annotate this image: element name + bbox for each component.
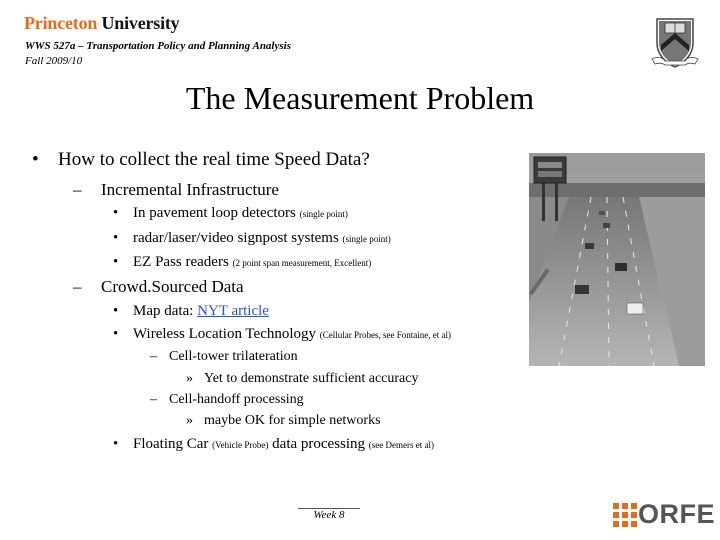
photo-sign-panel-2: [538, 171, 562, 177]
nyt-article-link[interactable]: NYT article: [197, 303, 269, 319]
bullet-glyph: •: [113, 230, 119, 246]
photo-sign-panel: [538, 162, 562, 168]
bullet-glyph: •: [32, 149, 39, 170]
grid-cell: [622, 521, 628, 527]
princeton-university-wordmark: [24, 13, 179, 34]
item-wireless-location-technology: [113, 326, 451, 343]
term-label: Fall 2009/10: [25, 55, 83, 67]
subheading-text: Crowd.Sourced Data: [101, 277, 244, 296]
wordmark-university: University: [97, 13, 180, 33]
photo-car-3: [615, 263, 627, 271]
bullet-collect-speed-data: [32, 149, 370, 171]
item-text: EZ Pass readers: [133, 254, 229, 270]
footer-week-label: Week 8: [313, 509, 345, 521]
subitem-text: Cell-handoff processing: [169, 392, 304, 407]
grid-cell: [613, 503, 619, 509]
item-note: (Cellular Probes, see Fontaine, et al): [319, 330, 451, 340]
subitem-cell-handoff-processing: [150, 392, 304, 408]
subsubitem-text: maybe OK for simple networks: [204, 413, 381, 428]
item-signpost-systems: [113, 230, 391, 247]
subheading-incremental-infrastructure: [73, 180, 279, 200]
grid-cell: [631, 512, 637, 518]
subitem-text: Cell-tower trilateration: [169, 349, 298, 364]
item-text: Map data:: [133, 303, 198, 319]
grid-cell: [622, 503, 628, 509]
item-map-data: [113, 303, 269, 320]
item-note: (Vehicle Probe): [212, 440, 269, 450]
course-title: WWS 527a – Transportation Policy and Planning Analysis: [25, 40, 291, 52]
item-floating-car: [113, 436, 434, 453]
photo-car-4: [575, 285, 589, 294]
subsubitem-simple-networks: [186, 413, 381, 429]
grid-cell: [631, 521, 637, 527]
item-note: (single point): [342, 234, 391, 244]
princeton-shield-icon: [651, 15, 699, 69]
photo-sign-board: [534, 157, 566, 183]
bullet-glyph: •: [113, 303, 119, 319]
subsubitem-text: Yet to demonstrate sufficient accuracy: [204, 371, 419, 386]
highway-photo: [529, 153, 705, 366]
bullet-glyph: •: [113, 205, 119, 221]
bullet-text: How to collect the real time Speed Data?: [58, 149, 370, 170]
item-text: radar/laser/video signpost systems: [133, 230, 339, 246]
item-text: Wireless Location Technology: [133, 326, 317, 342]
item-ez-pass-readers: [113, 254, 371, 271]
bullet-glyph: •: [113, 326, 119, 342]
wordmark-princeton: Princeton: [24, 13, 98, 33]
subsubitem-accuracy: [186, 371, 418, 387]
orfe-grid-icon: [613, 503, 637, 527]
grid-cell: [613, 521, 619, 527]
grid-cell: [622, 512, 628, 518]
bullet-glyph: •: [113, 436, 119, 452]
item-pavement-loop-detectors: [113, 205, 348, 222]
orfe-logo-text: ORFE: [638, 499, 716, 529]
dash-glyph: –: [150, 392, 157, 407]
item-note: (2 point span measurement, Excellent): [232, 258, 372, 268]
grid-cell: [613, 512, 619, 518]
subitem-cell-tower-trilateration: [150, 349, 298, 365]
item-text: In pavement loop detectors: [133, 205, 296, 221]
dash-glyph: –: [73, 277, 82, 296]
slide-title: The Measurement Problem: [185, 80, 535, 116]
photo-car-1: [585, 243, 594, 249]
raquo-glyph: »: [186, 413, 193, 428]
item-text-a: Floating Car: [133, 436, 209, 452]
photo-car-2: [603, 223, 610, 228]
photo-car-5: [627, 303, 643, 314]
dash-glyph: –: [73, 180, 82, 199]
photo-car-6: [599, 211, 605, 215]
subheading-text: Incremental Infrastructure: [101, 180, 279, 199]
item-note: (single point): [299, 209, 348, 219]
bullet-glyph: •: [113, 254, 119, 270]
subheading-crowd-sourced-data: [73, 277, 244, 297]
dash-glyph: –: [150, 349, 157, 364]
grid-cell: [631, 503, 637, 509]
raquo-glyph: »: [186, 371, 193, 386]
item-text-b: data processing: [272, 436, 366, 452]
item-note-2: (see Demers et al): [368, 440, 435, 450]
